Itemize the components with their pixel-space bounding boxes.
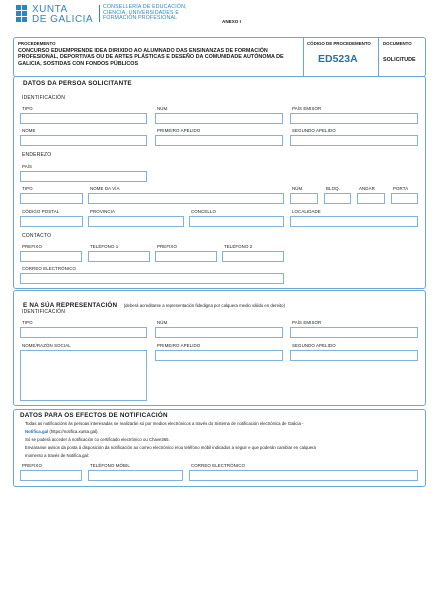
tipo-via-field[interactable]: [20, 193, 83, 204]
logo-square: [22, 11, 27, 16]
pais-field[interactable]: [20, 171, 147, 182]
localidade-field[interactable]: [290, 216, 418, 227]
notification-section-title: DATOS PARA OS EFECTOS DE NOTIFICACIÓN: [20, 412, 168, 419]
num-label: NÚM.: [157, 106, 169, 111]
notif-email-label: CORREO ELECTRÓNICO: [191, 463, 246, 468]
rep-tipo-label: TIPO: [22, 320, 33, 325]
notif-prefixo-label: PREFIXO: [22, 463, 42, 468]
logo-text-galicia: DE GALICIA: [32, 14, 94, 25]
rep-pais-emisor-field[interactable]: [290, 327, 418, 338]
localidade-label: LOCALIDADE: [292, 209, 321, 214]
telefono2-label: TELÉFONO 2: [224, 244, 253, 249]
primeiro-apelido-label: PRIMEIRO APELIDO: [157, 128, 201, 133]
department-name: CONSELLERÍA DE EDUCACIÓN, CIENCIA, UNIVERSIDADES E FORMACIÓN PROFESIONAL: [103, 4, 187, 22]
logo-square: [16, 17, 21, 22]
prefixo2-field[interactable]: [155, 251, 217, 262]
notifica-link[interactable]: Notifica.gal: [25, 429, 49, 434]
xunta-logo: [16, 5, 100, 27]
nome-via-label: NOME DA VÍA: [90, 186, 120, 191]
notification-text-line4: Enviaranse avisos da posta á disposición da notificación ao correo electrónico e/ou teléfono móbil indicados a seguir e que poderán cambiar en calquera: [25, 445, 316, 450]
porta-label: PORTA: [393, 186, 409, 191]
rep-identification-heading: IDENTIFICACIÓN: [22, 309, 66, 315]
email-field[interactable]: [20, 273, 284, 284]
rep-num-label: NÚM.: [157, 320, 169, 325]
logo-square: [22, 17, 27, 22]
andar-label: ANDAR: [359, 186, 375, 191]
notif-email-field[interactable]: [189, 470, 418, 481]
andar-field[interactable]: [357, 193, 385, 204]
document-label: DOCUMENTO: [383, 41, 412, 46]
telefono1-field[interactable]: [88, 251, 150, 262]
identification-heading: IDENTIFICACIÓN: [22, 95, 66, 101]
prefixo1-field[interactable]: [20, 251, 82, 262]
rep-primeiro-apelido-field[interactable]: [155, 350, 283, 361]
notification-text-line1: Todas as notificacións ás persoas interesadas se realizarán só por medios electrónicos a través do Sistema de notificación electrónica de Galicia -: [25, 421, 304, 426]
prefixo1-label: PREFIXO: [22, 244, 42, 249]
procedure-label: PROCEDEMENTO: [18, 41, 56, 46]
concello-label: CONCELLO: [191, 209, 216, 214]
representative-section-title: E NA SÚA REPRESENTACIÓN: [23, 302, 118, 309]
rep-razon-social-field[interactable]: [20, 350, 147, 401]
procedure-code: ED523A: [318, 53, 358, 65]
num-via-field[interactable]: [290, 193, 318, 204]
representative-title-note: (deberá acreditarse a representación fidedigna por calquera medio válido en dereito): [123, 303, 285, 308]
pais-emisor-label: PAÍS EMISOR: [292, 106, 322, 111]
notification-text-line2: Notifica.gal (https://notifica.xunta.gal).: [25, 429, 99, 434]
rep-segundo-apelido-label: SEGUNDO APELIDO: [292, 343, 336, 348]
contact-heading: CONTACTO: [22, 233, 52, 239]
prefixo2-label: PREFIXO: [157, 244, 177, 249]
rep-primeiro-apelido-label: PRIMEIRO APELIDO: [157, 343, 201, 348]
primeiro-apelido-field[interactable]: [155, 135, 283, 146]
email-label: CORREO ELECTRÓNICO: [22, 266, 77, 271]
codigo-postal-label: CÓDIGO POSTAL: [22, 209, 60, 214]
rep-pais-emisor-label: PAÍS EMISOR: [292, 320, 322, 325]
nome-field[interactable]: [20, 135, 147, 146]
codigo-postal-field[interactable]: [20, 216, 83, 227]
provincia-field[interactable]: [88, 216, 184, 227]
notif-prefixo-field[interactable]: [20, 470, 82, 481]
procedure-divider: [378, 37, 379, 77]
notification-text-line5: momento a través de Notifica.gal:: [25, 453, 90, 458]
document-type: SOLICITUDE: [383, 57, 416, 63]
num-field[interactable]: [155, 113, 283, 124]
porta-field[interactable]: [391, 193, 418, 204]
notification-text-line3: Só se poderá acceder á notificación co certificado electrónico ou Chave365.: [25, 437, 170, 442]
pais-label: PAÍS: [22, 164, 33, 169]
procedure-code-label: CÓDIGO DE PROCEDEMENTO: [307, 41, 371, 46]
applicant-section-title: DATOS DA PERSOA SOLICITANTE: [23, 80, 132, 87]
logo-divider: [99, 5, 100, 22]
address-heading: ENDEREZO: [22, 152, 52, 158]
segundo-apelido-label: SEGUNDO APELIDO: [292, 128, 336, 133]
notif-telefono-label: TELÉFONO MÓBIL: [90, 463, 130, 468]
provincia-label: PROVINCIA: [90, 209, 116, 214]
logo-square: [16, 11, 21, 16]
logo-square: [22, 5, 27, 10]
bloq-field[interactable]: [324, 193, 351, 204]
rep-tipo-field[interactable]: [20, 327, 147, 338]
concello-field[interactable]: [189, 216, 284, 227]
tipo-label: TIPO: [22, 106, 33, 111]
tipo-field[interactable]: [20, 113, 147, 124]
nome-via-field[interactable]: [88, 193, 284, 204]
rep-razon-social-label: NOME/RAZÓN SOCIAL: [22, 343, 71, 348]
rep-num-field[interactable]: [155, 327, 283, 338]
procedure-divider: [303, 37, 304, 77]
telefono1-label: TELÉFONO 1: [90, 244, 119, 249]
rep-segundo-apelido-field[interactable]: [290, 350, 418, 361]
annex-label: ANEXO I: [222, 19, 241, 24]
tipo-via-label: TIPO: [22, 186, 33, 191]
telefono2-field[interactable]: [222, 251, 284, 262]
logo-square: [16, 5, 21, 10]
notif-telefono-field[interactable]: [88, 470, 183, 481]
num-via-label: NÚM.: [292, 186, 304, 191]
segundo-apelido-field[interactable]: [290, 135, 418, 146]
bloq-label: BLOQ.: [326, 186, 340, 191]
procedure-title: CONCURSO EDUEMPRENDE IDEA DIRIXIDO AO ALUMNADO DAS ENSINANZAS DE FORMACIÓN PROFESIONAL, DEPORTIVAS OU DE ARTES PLÁSTICAS E DESEÑO DA COMUNIDADE AUTÓNOMA DE GALICIA, SOSTIDAS CON FONDOS PÚBLICOS: [18, 48, 284, 67]
pais-emisor-field[interactable]: [290, 113, 418, 124]
nome-label: NOME: [22, 128, 36, 133]
logo-text-xunta: XUNTA: [32, 4, 68, 15]
